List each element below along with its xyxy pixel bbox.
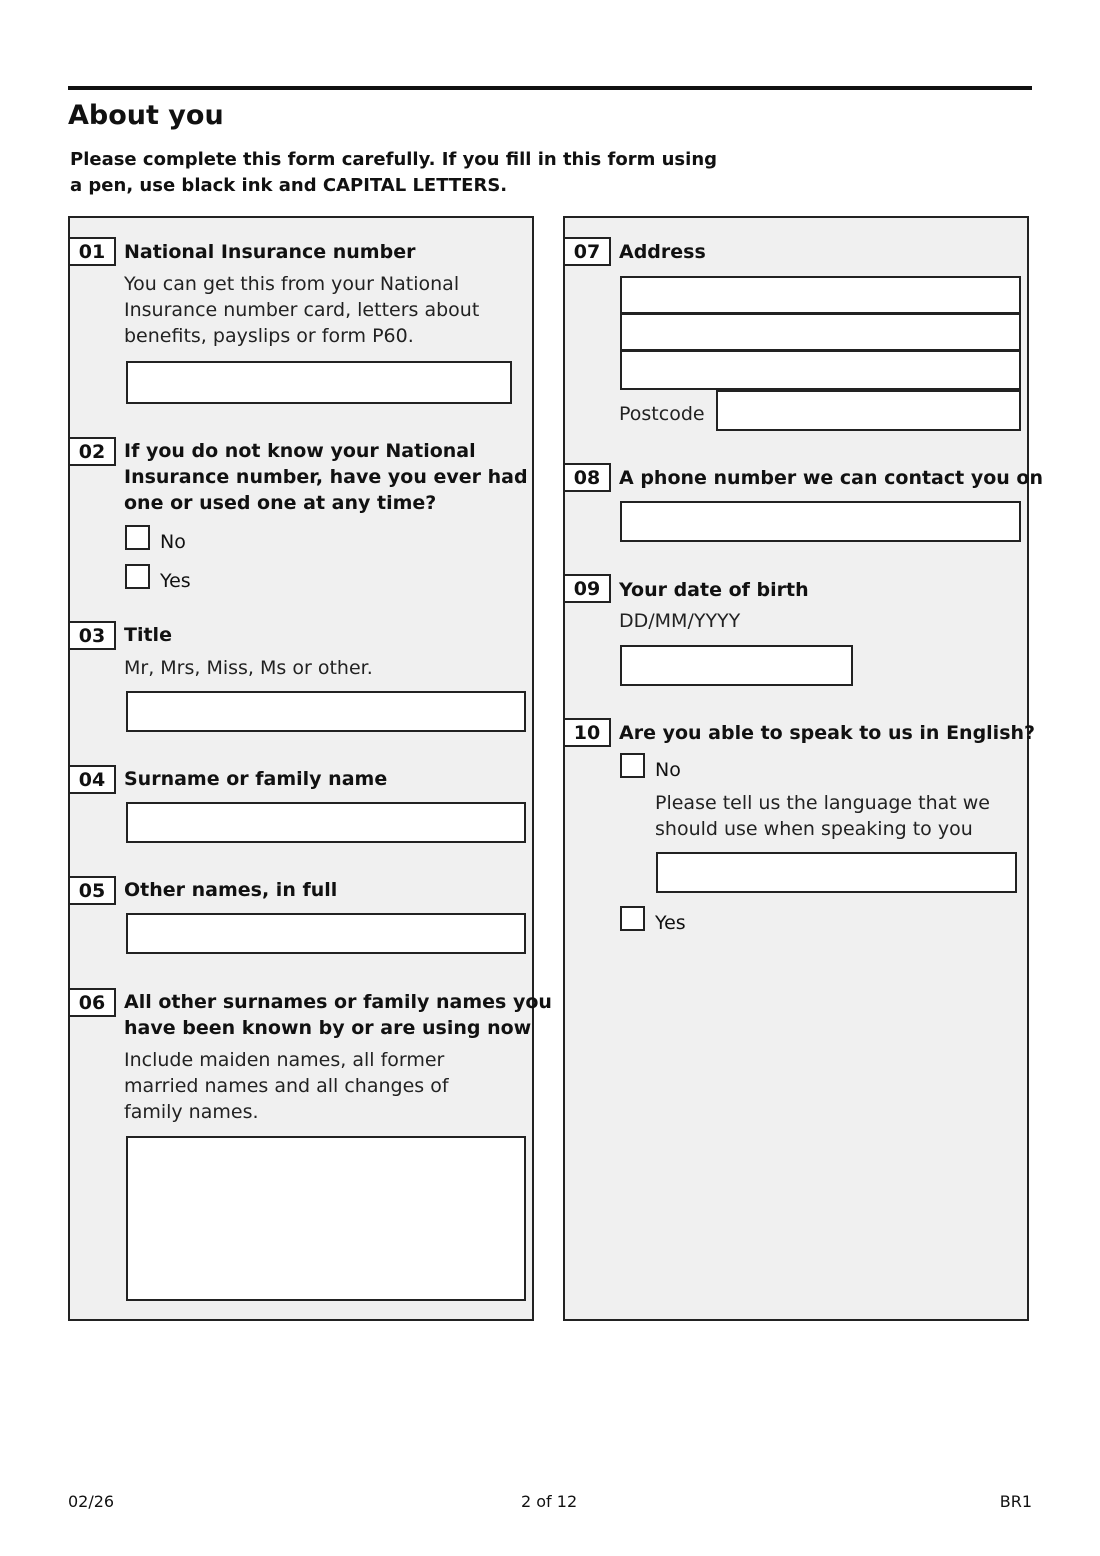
intro-line: a pen, use black ink and CAPITAL LETTERS. bbox=[70, 175, 508, 196]
right-panel bbox=[563, 216, 1043, 1321]
hint-06 bbox=[124, 1047, 449, 1125]
hint-03: Mr, Mrs, Miss, Ms or other. bbox=[124, 657, 373, 679]
question-title-10: Are you able to speak to us in English? bbox=[619, 722, 1036, 744]
ni-had-no-checkbox[interactable] bbox=[125, 525, 150, 550]
question-number-07: 07 bbox=[563, 237, 611, 266]
question-number-04: 04 bbox=[68, 765, 116, 794]
title-line: Insurance number, have you ever had bbox=[124, 466, 528, 488]
date-format-hint: DD/MM/YYYY bbox=[619, 610, 741, 632]
hint-line: Insurance number card, letters about bbox=[124, 299, 480, 321]
hint-01 bbox=[124, 271, 479, 349]
title-input[interactable] bbox=[126, 691, 526, 732]
question-number-10: 10 bbox=[563, 718, 611, 747]
intro-line: Please complete this form carefully. If you fill in this form using bbox=[70, 149, 718, 170]
question-title-05: Other names, in full bbox=[124, 879, 338, 901]
question-title-09: Your date of birth bbox=[619, 579, 809, 601]
question-title-02 bbox=[124, 438, 528, 516]
option-label-yes: Yes bbox=[655, 912, 686, 934]
title-line: All other surnames or family names you bbox=[124, 991, 552, 1013]
surname-input[interactable] bbox=[126, 802, 526, 843]
ni-had-yes-checkbox[interactable] bbox=[125, 564, 150, 589]
option-label-yes: Yes bbox=[160, 570, 191, 592]
question-title-06 bbox=[124, 989, 552, 1041]
phone-number-input[interactable] bbox=[620, 501, 1021, 542]
question-title-07: Address bbox=[619, 241, 706, 263]
footer-page-number: 2 of 12 bbox=[521, 1492, 578, 1511]
option-label-no: No bbox=[160, 531, 186, 553]
title-line: have been known by or are using now bbox=[124, 1017, 532, 1039]
question-number-06: 06 bbox=[68, 988, 116, 1017]
page-title: About you bbox=[68, 100, 224, 131]
question-title-01: National Insurance number bbox=[124, 241, 416, 263]
question-number-05: 05 bbox=[68, 876, 116, 905]
footer-form-code: BR1 bbox=[999, 1492, 1032, 1511]
hint-line: should use when speaking to you bbox=[655, 818, 973, 840]
hint-line: family names. bbox=[124, 1101, 259, 1123]
postcode-input[interactable] bbox=[716, 390, 1021, 431]
left-panel bbox=[68, 216, 552, 1321]
address-line-2-input[interactable] bbox=[620, 313, 1021, 351]
previous-surnames-textarea[interactable] bbox=[126, 1136, 526, 1301]
national-insurance-number-input[interactable] bbox=[126, 361, 512, 404]
postcode-label: Postcode bbox=[619, 403, 705, 425]
hint-line: Include maiden names, all former bbox=[124, 1049, 445, 1071]
question-number-08: 08 bbox=[563, 463, 611, 492]
hint-line: married names and all changes of bbox=[124, 1075, 449, 1097]
option-label-no: No bbox=[655, 759, 681, 781]
title-line: If you do not know your National bbox=[124, 440, 476, 462]
intro-text bbox=[70, 147, 770, 199]
question-number-09: 09 bbox=[563, 574, 611, 603]
footer-date-code: 02/26 bbox=[68, 1492, 115, 1511]
other-names-input[interactable] bbox=[126, 913, 526, 954]
question-number-03: 03 bbox=[68, 621, 116, 650]
hint-line: benefits, payslips or form P60. bbox=[124, 325, 414, 347]
question-title-04: Surname or family name bbox=[124, 768, 388, 790]
question-number-01: 01 bbox=[68, 237, 116, 266]
address-line-1-input[interactable] bbox=[620, 276, 1021, 314]
question-number-02: 02 bbox=[68, 437, 116, 466]
top-rule bbox=[68, 86, 1032, 90]
hint-line: Please tell us the language that we bbox=[655, 792, 990, 814]
language-hint bbox=[655, 790, 990, 842]
address-line-3-input[interactable] bbox=[620, 350, 1021, 390]
question-title-03: Title bbox=[124, 624, 172, 646]
date-of-birth-input[interactable] bbox=[620, 645, 853, 686]
preferred-language-input[interactable] bbox=[656, 852, 1017, 893]
english-yes-checkbox[interactable] bbox=[620, 906, 645, 931]
title-line: one or used one at any time? bbox=[124, 492, 437, 514]
english-no-checkbox[interactable] bbox=[620, 753, 645, 778]
question-title-08: A phone number we can contact you on bbox=[619, 467, 1043, 489]
hint-line: You can get this from your National bbox=[124, 273, 460, 295]
